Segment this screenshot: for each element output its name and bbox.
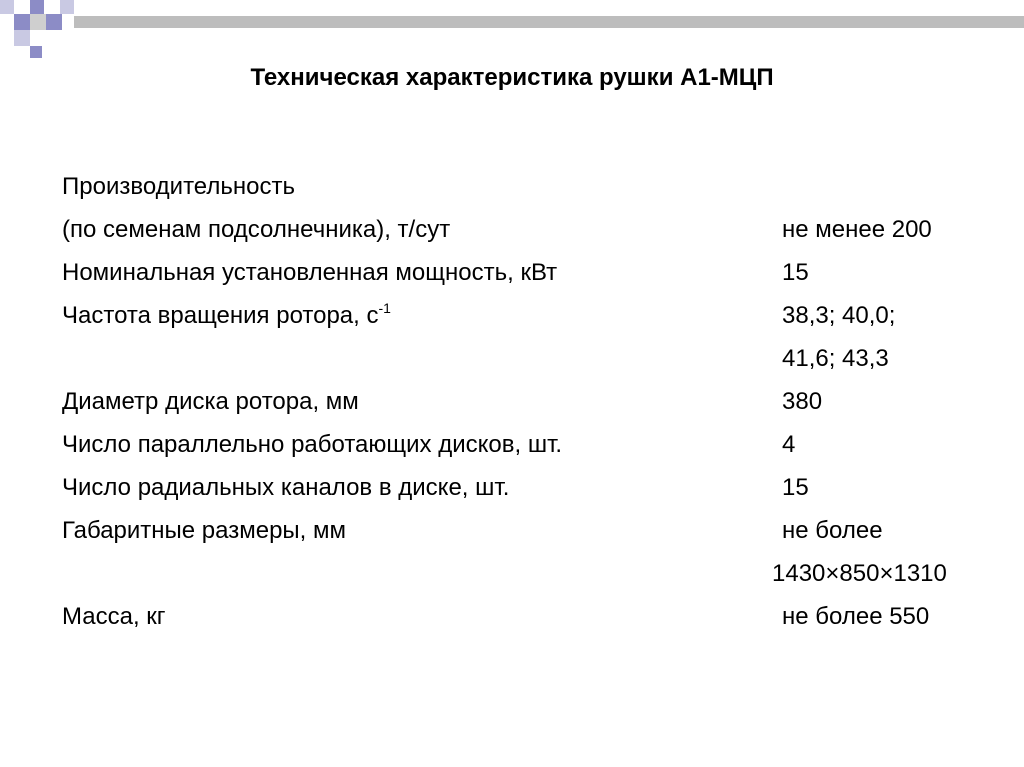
spec-label: Габаритные размеры, мм bbox=[62, 517, 347, 544]
spec-row-parallel-disks bbox=[0, 428, 1024, 462]
spec-value: не более bbox=[782, 517, 883, 544]
spec-value: не более 550 bbox=[782, 603, 930, 630]
spec-value: 41,6; 43,3 bbox=[782, 345, 889, 372]
spec-value: 4 bbox=[782, 431, 796, 458]
spec-row-productivity-sub bbox=[0, 213, 1024, 247]
spec-label: Диаметр диска ротора, мм bbox=[62, 388, 359, 415]
spec-value: не менее 200 bbox=[782, 216, 932, 243]
spec-row-disk-diameter bbox=[0, 385, 1024, 419]
spec-label: Номинальная установленная мощность, кВт bbox=[62, 259, 558, 286]
spec-label: Масса, кг bbox=[62, 603, 166, 630]
spec-row-power bbox=[0, 256, 1024, 290]
spec-label: Число радиальных каналов в диске, шт. bbox=[62, 474, 510, 501]
page-title: Техническая характеристика рушки А1-МЦП bbox=[250, 64, 774, 91]
spec-value: 1430×850×1310 bbox=[772, 560, 947, 587]
spec-row-rotor-speed-cont bbox=[0, 342, 1024, 376]
spec-row-rotor-speed bbox=[0, 299, 1024, 333]
spec-row-productivity bbox=[0, 170, 1024, 204]
spec-value: 15 bbox=[782, 474, 809, 501]
spec-label: Число параллельно работающих дисков, шт. bbox=[62, 431, 563, 458]
spec-label-text: Частота вращения ротора, с bbox=[62, 302, 379, 329]
spec-row-dimensions-cont bbox=[0, 557, 1024, 591]
spec-row-radial-channels bbox=[0, 471, 1024, 505]
spec-label: Производительность bbox=[62, 173, 295, 200]
spec-value: 38,3; 40,0; bbox=[782, 302, 896, 329]
spec-label-superscript: -1 bbox=[378, 300, 391, 316]
spec-value: 15 bbox=[782, 259, 809, 286]
spec-label: (по семенам подсолнечника), т/сут bbox=[62, 216, 451, 243]
spec-value: 380 bbox=[782, 388, 823, 415]
spec-row-mass bbox=[0, 600, 1024, 634]
spec-label bbox=[62, 299, 391, 333]
spec-row-dimensions bbox=[0, 514, 1024, 548]
